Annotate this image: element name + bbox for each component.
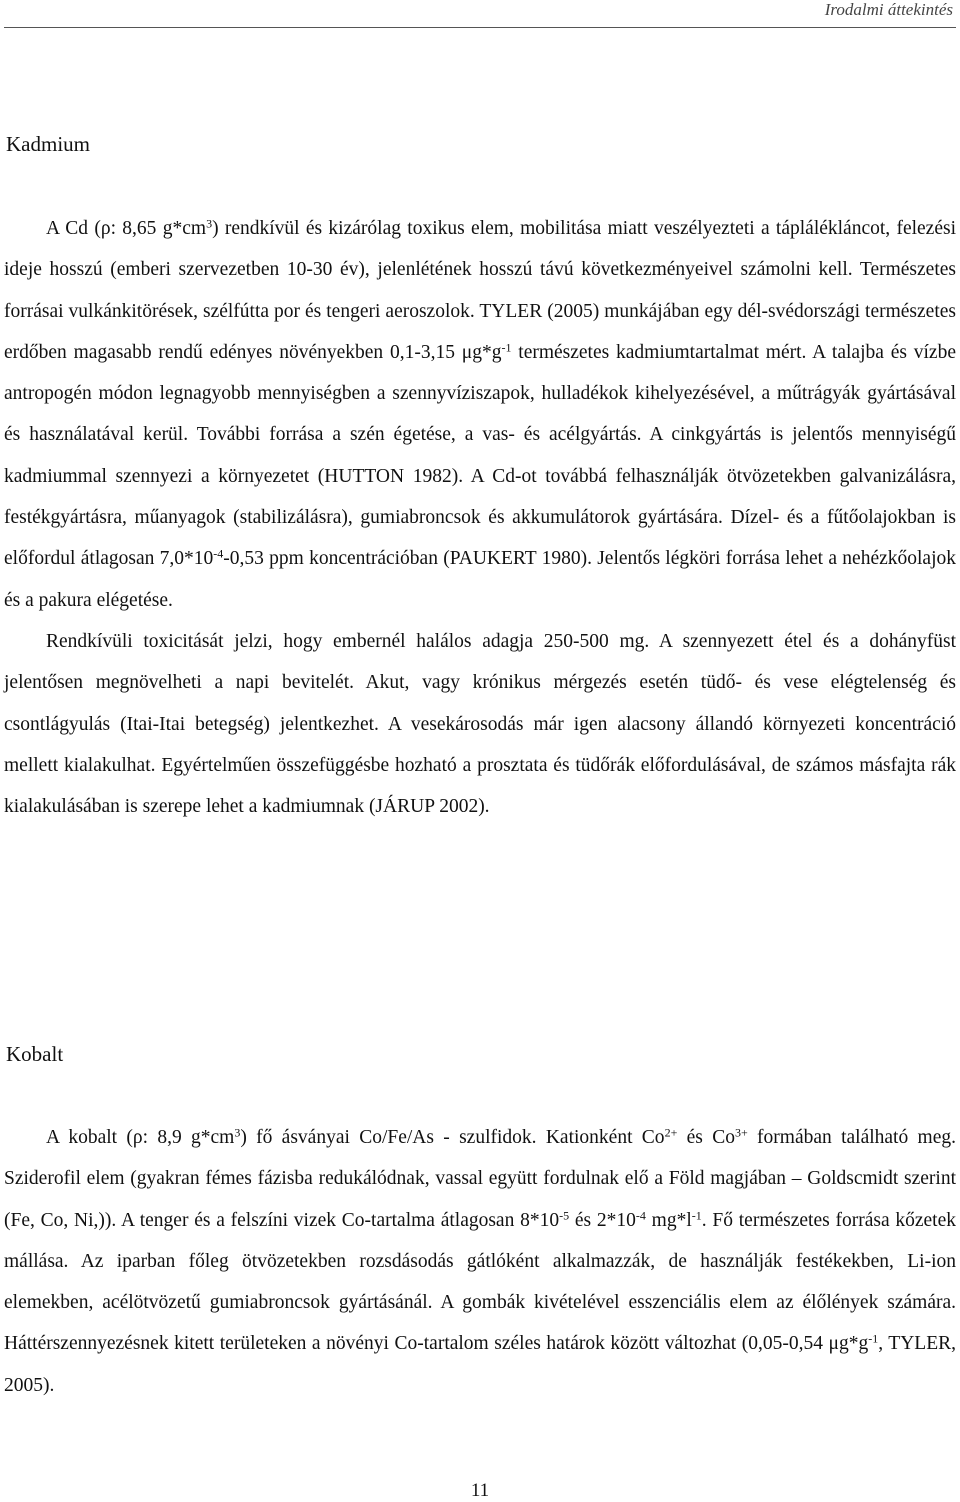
section-heading-kadmium: Kadmium (6, 132, 90, 156)
page-number: 11 (470, 1480, 490, 1501)
running-header: Irodalmi áttekintés (824, 0, 953, 19)
section-heading-kobalt: Kobalt (6, 1042, 64, 1066)
cadmium-paragraph-1: A Cd (ρ: 8,65 $g*cm^3$) rendkívül és kizárólag toxikus elem, mobilitása miatt veszélyezteti a táplálékláncot, felezési ideje hosszú (emberi szervezetben 10-30 év), jelenlétének hosszú távú következményeivel számolni kell. Természetes forrásai vulkánkitörések, szélfútta por és tengeri aeroszolok. TYLER (2005) munkájában egy dél-svédországi természetes erdőben magasabb rendű edényes növényekben 0,1-3,15 $\mu g*g^{-1}$ természetes kadmiumtartalmat mért. A talajba és vízbe antropogén módon legnagyobb mennyiségben a szennyvíziszapok, hulladékok kihelyezésével, a műtrágyák gyártásával és használatával kerül. További forrása a szén égetése, a vas- és acélgyártás. A cinkgyártás is jelentős mennyiségű kadmiummal szennyezi a környezetet (HUTTON 1982). A Cd-ot továbbá felhasználják ötvözetekben galvanizálásra, festékgyártásra, műanyagok (stabilizálásra), gumiabroncsok és akkumulátorok gyártására. Dízel- és a fűtőolajokban is előfordul átlagosan $7,0*10^{-4}-0,53$ ppm koncentrációban (PAUKERT 1980). Jelentős légköri forrása lehet a nehézkőolajok és a pakura elégetése. (4, 216, 956, 611)
header-rule (4, 27, 956, 28)
cobalt-body (4, 1117, 956, 1406)
cadmium-body (4, 208, 956, 827)
cadmium-paragraph-2: Rendkívüli toxicitását jelzi, hogy embernél halálos adagja 250-500 mg. A szennyezett étel és a dohányfüst jelentősen megnövelheti a napi bevitelét. Akut, vagy krónikus mérgezés esetén tüdő- és vese elégtelenség és csontlágyulás (Itai-Itai betegség) jelentkezhet. A vesekárosodás már igen alacsony állandó környezeti koncentráció mellett kialakulhat. Egyértelműen összefüggésbe hozható a prosztata és tüdőrák előfordulásával, de számos másfajta rák kialakulásában is szerepe lehet a kadmiumnak (JÁRUP 2002). (4, 630, 956, 818)
cobalt-paragraph-1: A kobalt (ρ: 8,9 $g*cm^3$) fő ásványai Co/Fe/As - szulfidok. Kationként $Co^{2+}$ és $Co^{3+}$ formában található meg. Sziderofil elem (gyakran fémes fázisba redukálódnak, vassal együtt fordulnak elő a Föld magjában – Goldscmidt szerint (Fe, Co, Ni,)). A tenger és a felszíni vizek Co-tartalma átlagosan $8*10^{-5}$ és $2*10^{-4}$ $mg*l^{-1}$. Fő természetes forrása kőzetek mállása. Az iparban főleg ötvözetekben rozsdásodás gátlóként alkalmazzák, de használják festékekben, Li-ion elemekben, acélötvözetű gumiabroncsok gyártásánál. A gombák kivételével esszenciális elem az élőlények számára. Háttérszennyezésnek kitett területeken a növényi Co-tartalom széles határok között változhat (0,05-0,54 $\mu g*g^{-1}$, TYLER, 2005). (4, 1125, 956, 1396)
